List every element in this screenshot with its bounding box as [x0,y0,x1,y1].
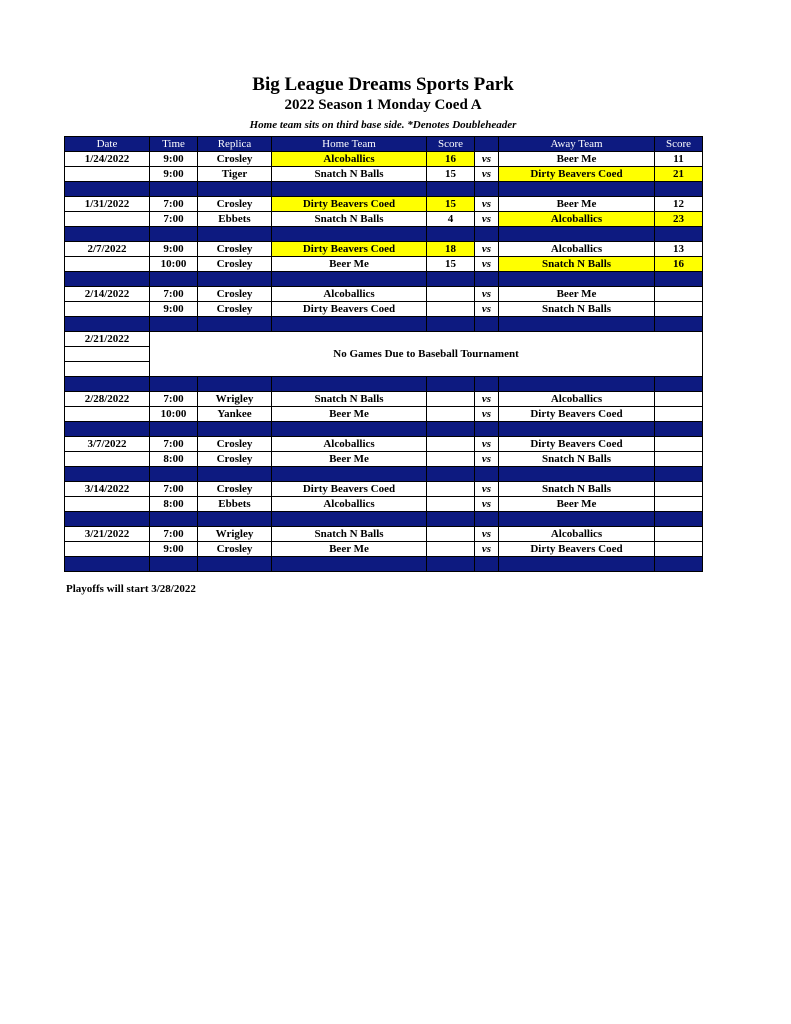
date-cell: 2/7/2022 [65,242,150,257]
away-score-cell [655,287,703,302]
separator-cell [475,422,499,437]
separator-cell [272,557,427,572]
vs-cell: vs [475,497,499,512]
date-cell: 2/28/2022 [65,392,150,407]
game-row [65,452,703,467]
col-away-team: Away Team [499,137,655,152]
away-team-cell: Beer Me [499,497,655,512]
separator-cell [272,512,427,527]
home-team-cell: Snatch N Balls [272,167,427,182]
replica-cell: Crosley [198,482,272,497]
home-team-cell: Dirty Beavers Coed [272,197,427,212]
separator-cell [475,227,499,242]
separator-cell [655,512,703,527]
separator-cell [499,512,655,527]
col-home-team: Home Team [272,137,427,152]
replica-cell: Ebbets [198,497,272,512]
separator-cell [655,227,703,242]
home-score-cell [427,482,475,497]
replica-cell: Yankee [198,407,272,422]
separator-cell [272,227,427,242]
vs-cell: vs [475,242,499,257]
away-team-cell: Beer Me [499,152,655,167]
vs-cell: vs [475,437,499,452]
week-separator [65,317,703,332]
time-cell: 7:00 [150,197,198,212]
page-title: Big League Dreams Sports Park [252,74,514,95]
away-team-cell: Beer Me [499,287,655,302]
away-team-cell: Alcoballics [499,527,655,542]
date-cell: 1/31/2022 [65,197,150,212]
date-cell [65,347,150,362]
home-team-cell: Dirty Beavers Coed [272,302,427,317]
home-score-cell [427,392,475,407]
game-row [65,257,703,272]
home-team-cell: Beer Me [272,452,427,467]
date-cell [65,452,150,467]
playoffs-note: Playoffs will start 3/28/2022 [66,583,196,595]
home-team-cell: Alcoballics [272,437,427,452]
date-cell [65,167,150,182]
home-score-cell [427,287,475,302]
separator-cell [427,557,475,572]
game-row [65,482,703,497]
home-team-cell: Beer Me [272,542,427,557]
away-score-cell [655,482,703,497]
vs-cell: vs [475,287,499,302]
replica-cell: Crosley [198,287,272,302]
replica-cell: Ebbets [198,212,272,227]
home-score-cell [427,497,475,512]
separator-cell [65,272,150,287]
separator-cell [65,377,150,392]
time-cell: 9:00 [150,152,198,167]
away-score-cell [655,392,703,407]
away-score-cell: 12 [655,197,703,212]
time-cell: 10:00 [150,407,198,422]
away-score-cell: 21 [655,167,703,182]
date-cell [65,257,150,272]
separator-cell [655,182,703,197]
separator-cell [150,227,198,242]
vs-cell: vs [475,257,499,272]
home-score-cell: 16 [427,152,475,167]
away-team-cell: Dirty Beavers Coed [499,437,655,452]
separator-cell [475,317,499,332]
separator-cell [272,467,427,482]
week-separator [65,422,703,437]
separator-cell [499,182,655,197]
separator-cell [427,227,475,242]
replica-cell: Crosley [198,242,272,257]
away-score-cell [655,437,703,452]
col-vs [475,137,499,152]
away-team-cell: Alcoballics [499,212,655,227]
home-score-cell [427,542,475,557]
away-score-cell [655,407,703,422]
separator-cell [655,272,703,287]
separator-cell [272,317,427,332]
col-replica: Replica [198,137,272,152]
separator-cell [65,422,150,437]
time-cell: 10:00 [150,257,198,272]
game-row [65,212,703,227]
away-score-cell [655,527,703,542]
vs-cell: vs [475,482,499,497]
game-row [65,497,703,512]
home-score-cell: 4 [427,212,475,227]
separator-cell [198,557,272,572]
date-cell [65,362,150,377]
separator-cell [65,182,150,197]
separator-cell [150,467,198,482]
separator-cell [65,557,150,572]
away-team-cell: Beer Me [499,197,655,212]
vs-cell: vs [475,527,499,542]
replica-cell: Crosley [198,152,272,167]
week-separator [65,182,703,197]
separator-cell [272,182,427,197]
separator-cell [427,512,475,527]
separator-cell [655,377,703,392]
replica-cell: Wrigley [198,527,272,542]
away-score-cell [655,497,703,512]
game-row [65,242,703,257]
away-score-cell [655,542,703,557]
home-score-cell: 15 [427,257,475,272]
home-team-cell: Beer Me [272,407,427,422]
vs-cell: vs [475,197,499,212]
separator-cell [150,182,198,197]
vs-cell: vs [475,452,499,467]
away-team-cell: Snatch N Balls [499,257,655,272]
separator-cell [475,467,499,482]
date-cell [65,497,150,512]
vs-cell: vs [475,407,499,422]
home-team-cell: Snatch N Balls [272,527,427,542]
away-team-cell: Dirty Beavers Coed [499,542,655,557]
time-cell: 8:00 [150,452,198,467]
week-separator [65,377,703,392]
time-cell: 7:00 [150,287,198,302]
separator-cell [499,422,655,437]
separator-cell [198,377,272,392]
home-score-cell [427,407,475,422]
separator-cell [272,377,427,392]
separator-cell [655,467,703,482]
separator-cell [427,377,475,392]
separator-cell [272,272,427,287]
date-cell: 3/14/2022 [65,482,150,497]
home-score-cell [427,302,475,317]
header-row [65,137,703,152]
date-cell: 2/14/2022 [65,287,150,302]
vs-cell: vs [475,392,499,407]
time-cell: 7:00 [150,527,198,542]
separator-cell [427,317,475,332]
date-cell [65,542,150,557]
replica-cell: Crosley [198,452,272,467]
away-team-cell: Dirty Beavers Coed [499,407,655,422]
vs-cell: vs [475,302,499,317]
replica-cell: Tiger [198,167,272,182]
separator-cell [150,272,198,287]
time-cell: 8:00 [150,497,198,512]
separator-cell [499,377,655,392]
game-row [65,392,703,407]
date-cell [65,407,150,422]
home-score-cell: 15 [427,167,475,182]
week-separator [65,512,703,527]
separator-cell [198,227,272,242]
away-score-cell: 11 [655,152,703,167]
time-cell: 7:00 [150,482,198,497]
schedule-table [64,136,703,572]
game-row [65,287,703,302]
date-cell: 2/21/2022 [65,332,150,347]
game-row [65,437,703,452]
separator-cell [475,272,499,287]
game-row [65,407,703,422]
separator-cell [65,512,150,527]
separator-cell [499,227,655,242]
time-cell: 9:00 [150,167,198,182]
home-team-cell: Snatch N Balls [272,392,427,407]
schedule-body [65,152,703,572]
replica-cell: Crosley [198,542,272,557]
col-time: Time [150,137,198,152]
separator-cell [150,557,198,572]
time-cell: 7:00 [150,437,198,452]
separator-cell [150,422,198,437]
separator-cell [475,182,499,197]
week-separator [65,272,703,287]
home-team-cell: Alcoballics [272,152,427,167]
col-home-score: Score [427,137,475,152]
page-subtitle: 2022 Season 1 Monday Coed A [284,97,482,113]
game-row [65,167,703,182]
home-team-cell: Dirty Beavers Coed [272,242,427,257]
away-score-cell [655,452,703,467]
separator-cell [198,512,272,527]
separator-cell [655,422,703,437]
home-score-cell: 15 [427,197,475,212]
home-score-cell [427,527,475,542]
game-row [65,152,703,167]
game-row [65,197,703,212]
week-separator [65,557,703,572]
replica-cell: Crosley [198,197,272,212]
home-score-cell [427,452,475,467]
separator-cell [150,317,198,332]
separator-cell [198,182,272,197]
separator-cell [65,227,150,242]
notice-row [65,332,703,347]
vs-cell: vs [475,212,499,227]
separator-cell [198,317,272,332]
home-score-cell: 18 [427,242,475,257]
away-score-cell: 13 [655,242,703,257]
time-cell: 9:00 [150,302,198,317]
game-row [65,527,703,542]
separator-cell [655,317,703,332]
date-cell: 3/21/2022 [65,527,150,542]
date-cell: 3/7/2022 [65,437,150,452]
week-separator [65,467,703,482]
away-team-cell: Alcoballics [499,242,655,257]
date-cell: 1/24/2022 [65,152,150,167]
separator-cell [655,557,703,572]
home-team-cell: Beer Me [272,257,427,272]
home-team-cell: Dirty Beavers Coed [272,482,427,497]
separator-cell [427,467,475,482]
away-team-cell: Alcoballics [499,392,655,407]
time-cell: 7:00 [150,392,198,407]
replica-cell: Wrigley [198,392,272,407]
vs-cell: vs [475,542,499,557]
replica-cell: Crosley [198,257,272,272]
separator-cell [272,422,427,437]
time-cell: 9:00 [150,242,198,257]
separator-cell [150,377,198,392]
time-cell: 7:00 [150,212,198,227]
away-team-cell: Snatch N Balls [499,302,655,317]
separator-cell [475,377,499,392]
away-team-cell: Snatch N Balls [499,452,655,467]
date-cell [65,302,150,317]
home-score-cell [427,437,475,452]
away-score-cell [655,302,703,317]
away-score-cell: 16 [655,257,703,272]
col-date: Date [65,137,150,152]
home-team-cell: Alcoballics [272,497,427,512]
separator-cell [475,557,499,572]
game-row [65,302,703,317]
notice-cell: No Games Due to Baseball Tournament [150,332,703,377]
schedule-note: Home team sits on third base side. *Denotes Doubleheader [249,119,517,131]
separator-cell [65,467,150,482]
col-away-score: Score [655,137,703,152]
separator-cell [499,557,655,572]
game-row [65,542,703,557]
separator-cell [198,272,272,287]
separator-cell [65,317,150,332]
away-team-cell: Snatch N Balls [499,482,655,497]
vs-cell: vs [475,167,499,182]
separator-cell [198,422,272,437]
separator-cell [475,512,499,527]
separator-cell [499,467,655,482]
separator-cell [427,422,475,437]
separator-cell [499,317,655,332]
separator-cell [150,512,198,527]
home-team-cell: Alcoballics [272,287,427,302]
separator-cell [427,272,475,287]
separator-cell [198,467,272,482]
week-separator [65,227,703,242]
away-score-cell: 23 [655,212,703,227]
away-team-cell: Dirty Beavers Coed [499,167,655,182]
home-team-cell: Snatch N Balls [272,212,427,227]
date-cell [65,212,150,227]
replica-cell: Crosley [198,437,272,452]
time-cell: 9:00 [150,542,198,557]
separator-cell [427,182,475,197]
vs-cell: vs [475,152,499,167]
separator-cell [499,272,655,287]
replica-cell: Crosley [198,302,272,317]
